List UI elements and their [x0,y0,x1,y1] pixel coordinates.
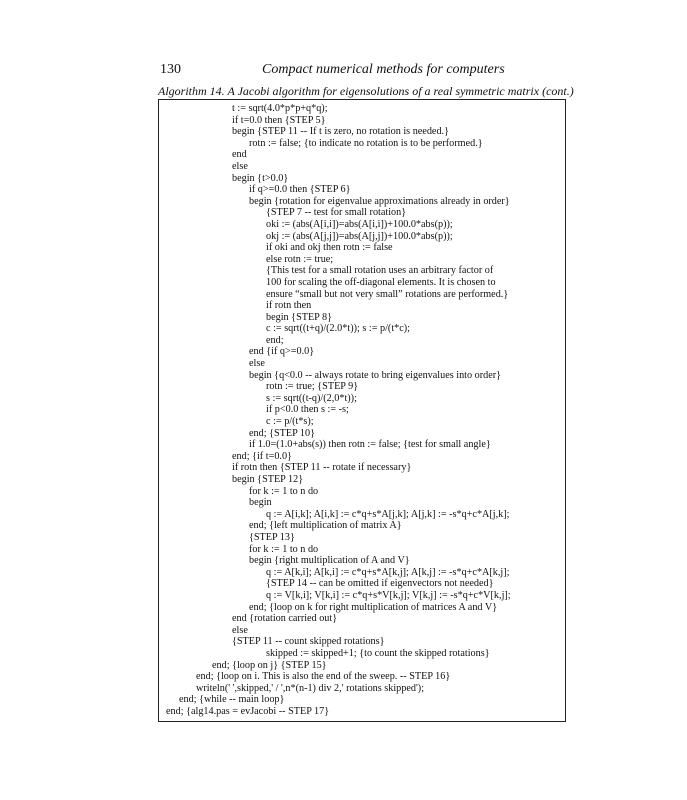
code-line: end {rotation carried out} [232,613,338,625]
code-line: end; {loop on j} {STEP 15} [212,659,327,671]
code-line: okj := (abs(A[j,j])=abs(A[j,j])+100.0*abs(p)); [266,230,453,242]
code-line: t := sqrt(4.0*p*p+q*q); [232,103,328,114]
code-line: end; {alg14.pas = evJacobi -- STEP 17} [166,705,330,717]
code-line: begin [249,497,272,509]
code-line: skipped := skipped+1; {to count the skipped rotations} [266,647,490,659]
code-line: end; {STEP 10} [249,427,315,439]
code-line: q := V[k,i]; V[k,i] := c*q+s*V[k,j]; V[k,j] := -s*q+c*V[k,j]; [266,589,511,601]
code-line: end; {while -- main loop} [179,694,285,706]
code-line: q := A[k,i]; A[k,i] := c*q+s*A[k,j]; A[k,j] := -s*q+c*A[k,j]; [266,566,510,578]
code-line: begin {right multiplication of A and V} [249,555,410,567]
code-line: for k := 1 to n do [249,543,319,555]
code-line: end [232,149,247,161]
code-line: begin {STEP 8} [266,311,332,323]
code-line: begin {STEP 12} [232,474,304,485]
code-line: else [232,624,248,636]
code-line: end; [266,334,284,346]
code-line: for k := 1 to n do [249,485,319,497]
code-line: rotn := false; {to indicate no rotation is to be performed.} [249,137,483,149]
code-line: else [249,358,265,370]
code-line: end; {loop on i. This is also the end of the sweep. -- STEP 16} [196,671,451,683]
code-line: end {if q>=0.0} [249,346,315,358]
code-line: c := p/(t*s); [266,416,314,428]
code-listing [159,103,511,717]
algorithm-caption: Algorithm 14. A Jacobi algorithm for eigensolutions of a real symmetric matrix (cont.) [158,84,574,98]
code-line: s := sqrt((t-q)/(2,0*t)); [266,392,357,404]
page-number: 130 [160,62,181,77]
code-line: if q>=0.0 then {STEP 6} [249,184,351,196]
code-line: begin {STEP 11 -- If t is zero, no rotation is needed.} [232,126,449,138]
code-line: c := sqrt((t+q)/(2.0*t)); s := p/(t*c); [266,323,410,335]
code-line: {STEP 13} [249,531,295,543]
code-line: {STEP 11 -- count skipped rotations} [232,636,385,648]
code-listing-box [158,99,566,722]
code-line: writeln(' ',skipped,' / ',n*(n-1) div 2,' rotations skipped'); [196,682,425,694]
code-line: else [232,160,248,172]
code-line: begin {rotation for eigenvalue approximations already in order} [249,195,510,207]
code-line: end; {left multiplication of matrix A} [249,520,402,532]
running-title: Compact numerical methods for computers [262,62,505,77]
code-line: if rotn then [266,300,312,312]
code-line: begin {t>0.0} [232,172,289,184]
code-line: rotn := true; {STEP 9} [266,381,359,393]
code-line: {This test for a small rotation uses an arbitrary factor of [266,265,494,277]
code-line: {STEP 7 -- test for small rotation} [266,207,407,219]
code-line: end; {if t=0.0} [232,450,292,462]
code-line: {STEP 14 -- can be omitted if eigenvectors not needed} [266,578,494,590]
code-line: if t=0.0 then {STEP 5} [232,114,326,126]
code-line: 100 for scaling the off-diagonal elements. It is chosen to [266,276,496,288]
code-line: if 1.0=(1.0+abs(s)) then rotn := false; {test for small angle} [249,439,491,451]
code-line: if rotn then {STEP 11 -- rotate if necessary} [232,462,412,474]
code-line: end; {loop on k for right multiplication of matrices A and V} [249,601,498,613]
code-line: begin {q<0.0 -- always rotate to bring eigenvalues into order} [249,369,502,381]
code-line: if oki and okj then rotn := false [266,242,393,254]
code-line: if p<0.0 then s := -s; [266,404,349,416]
code-line: else rotn := true; [266,253,334,265]
code-line: q := A[i,k]; A[i,k] := c*q+s*A[j,k]; A[j,k] := -s*q+c*A[j,k]; [266,508,510,520]
code-line: oki := (abs(A[i,i])=abs(A[i,i])+100.0*abs(p)); [266,218,453,230]
code-line: ensure “small but not very small” rotations are performed.} [266,288,509,300]
